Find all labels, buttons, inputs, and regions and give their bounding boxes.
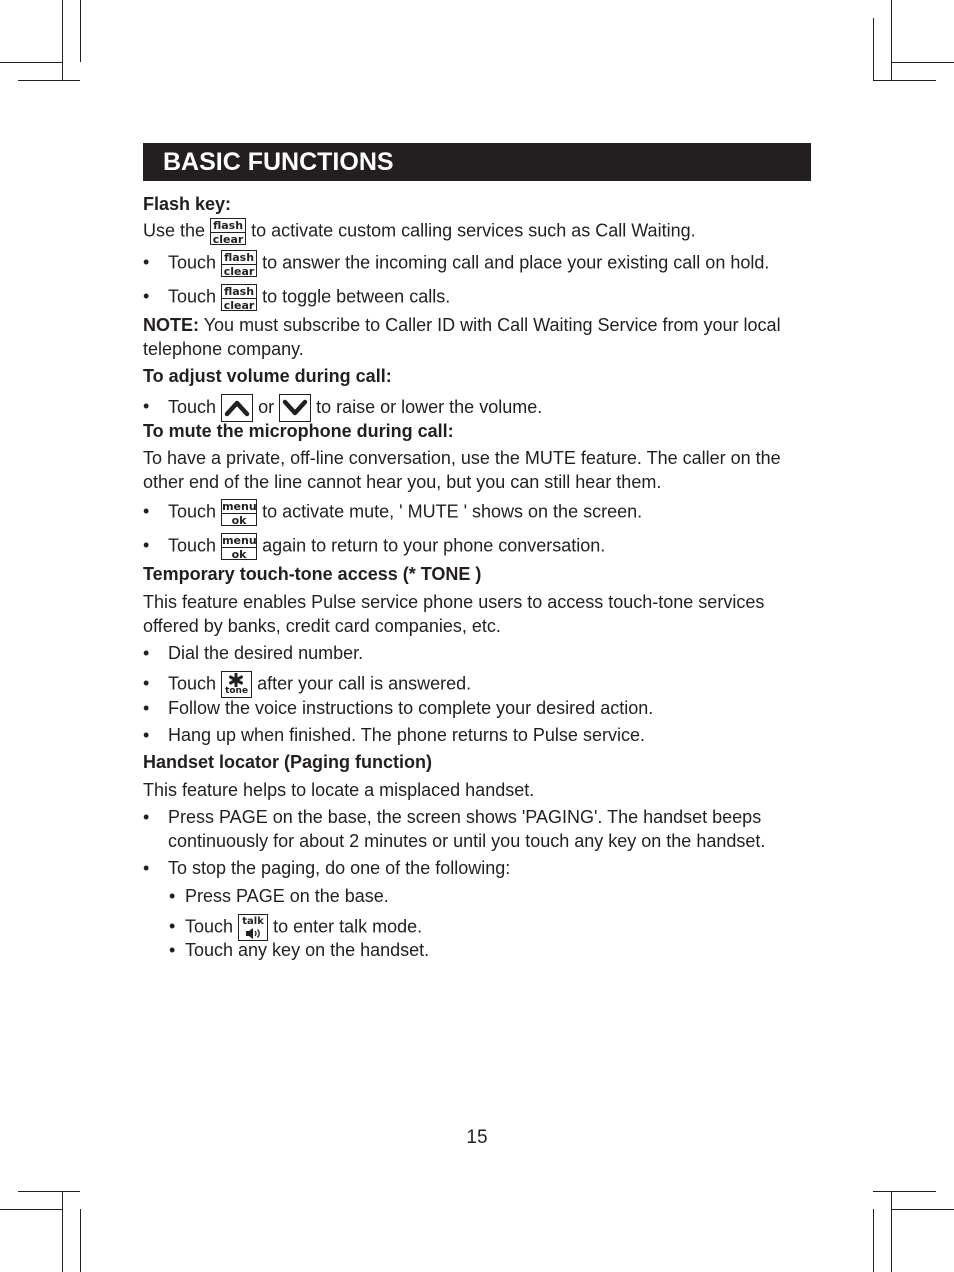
flash-key-bottom: clear — [212, 233, 244, 246]
menu-ok-key-icon — [221, 499, 257, 526]
list-item-text: to raise or lower the volume. — [316, 396, 543, 417]
crop-mark — [873, 18, 874, 80]
bullet: • — [143, 673, 150, 693]
list-item: To stop the paging, do one of the following: — [168, 858, 511, 878]
list-item — [168, 533, 605, 560]
list-item-text: Touch — [168, 501, 217, 522]
section-title: BASIC FUNCTIONS — [163, 148, 394, 176]
note-text: You must subscribe to Caller ID with Call Waiting Service from your local — [203, 315, 781, 335]
flash-key-top: flash — [211, 220, 245, 233]
bullet: • — [143, 725, 150, 745]
flash-key-top: flash — [222, 286, 256, 299]
crop-mark — [18, 80, 80, 81]
bullet: • — [143, 286, 150, 306]
bullet: • — [143, 535, 150, 555]
note-line: telephone company. — [143, 339, 304, 359]
mute-paragraph: other end of the line cannot hear you, but you can still hear them. — [143, 472, 662, 492]
crop-mark — [891, 62, 954, 63]
menu-ok-key-icon — [221, 533, 257, 560]
volume-down-icon — [279, 394, 311, 422]
list-item-text: again to return to your phone conversation. — [262, 535, 606, 556]
bullet: • — [143, 643, 150, 663]
sub-list-item — [185, 914, 422, 941]
bullet: • — [143, 501, 150, 521]
crop-mark — [891, 0, 892, 80]
list-item-text: Touch — [168, 673, 217, 694]
list-item: Press PAGE on the base, the screen shows 'PAGING'. The handset beeps — [168, 807, 762, 827]
page-number: 15 — [466, 1127, 488, 1148]
bullet: • — [143, 252, 150, 272]
list-item-text: Touch — [168, 286, 217, 307]
tone-key-label: tone — [225, 686, 249, 696]
crop-mark — [873, 80, 936, 81]
menu-key-top: menu — [222, 534, 257, 547]
crop-mark — [0, 1209, 62, 1210]
list-item-text: after your call is answered. — [257, 673, 472, 694]
crop-mark — [873, 1191, 936, 1192]
bullet: • — [169, 916, 176, 936]
paging-paragraph: This feature helps to locate a misplaced handset. — [143, 780, 535, 800]
list-item: continuously for about 2 minutes or until you touch any key on the handset. — [168, 831, 766, 851]
crop-mark — [80, 0, 81, 62]
list-item-text: or — [258, 396, 275, 417]
bullet: • — [143, 858, 150, 878]
talk-key-icon — [238, 914, 268, 941]
list-item-text: to activate mute, ' MUTE ' shows on the screen. — [262, 501, 643, 522]
crop-mark — [62, 0, 63, 80]
flash-intro — [143, 218, 696, 245]
talk-key-label: talk — [242, 916, 264, 927]
flash-key-top: flash — [222, 252, 256, 265]
menu-key-bottom: ok — [231, 548, 247, 561]
list-item-text: Touch — [185, 916, 234, 937]
crop-mark — [891, 1209, 954, 1210]
bullet: • — [143, 396, 150, 416]
crop-mark — [62, 1191, 63, 1272]
tone-paragraph: This feature enables Pulse service phone users to access touch-tone services — [143, 592, 765, 612]
list-item-text: to enter talk mode. — [273, 916, 423, 937]
flash-key-bottom: clear — [223, 299, 255, 312]
crop-mark — [80, 1209, 81, 1272]
tone-heading: Temporary touch-tone access (* TONE ) — [143, 564, 482, 584]
list-item — [168, 284, 450, 311]
list-item — [168, 499, 642, 526]
sub-list-item: Touch any key on the handset. — [185, 940, 430, 960]
list-item — [168, 394, 542, 422]
list-item-text: to toggle between calls. — [262, 286, 451, 307]
mute-heading: To mute the microphone during call: — [143, 421, 454, 441]
list-item: Dial the desired number. — [168, 643, 364, 663]
note-line — [143, 313, 781, 337]
star-tone-key-icon — [221, 671, 252, 698]
flash-heading: Flash key: — [143, 194, 232, 214]
list-item-text: Touch — [168, 252, 217, 273]
menu-key-top: menu — [222, 500, 257, 513]
list-item: Hang up when finished. The phone returns to Pulse service. — [168, 725, 645, 745]
crop-mark — [891, 1191, 892, 1272]
crop-mark — [873, 1209, 874, 1272]
bullet: • — [169, 940, 176, 960]
crop-mark — [18, 1191, 80, 1192]
flash-intro-text: Use the — [143, 220, 206, 241]
sub-list-item: Press PAGE on the base. — [185, 886, 389, 906]
volume-heading: To adjust volume during call: — [143, 366, 392, 386]
section-header — [143, 143, 811, 181]
flash-key-icon — [221, 250, 257, 277]
list-item: Follow the voice instructions to complete your desired action. — [168, 698, 654, 718]
mute-paragraph: To have a private, off-line conversation, use the MUTE feature. The caller on the — [143, 448, 781, 468]
list-item — [168, 250, 769, 277]
list-item — [168, 671, 471, 698]
list-item-text: Touch — [168, 535, 217, 556]
bullet: • — [143, 698, 150, 718]
menu-key-bottom: ok — [231, 514, 247, 527]
flash-intro-text: to activate custom calling services such as Call Waiting. — [251, 220, 696, 241]
bullet: • — [143, 807, 150, 827]
bullet: • — [169, 886, 176, 906]
flash-key-bottom: clear — [223, 265, 255, 278]
note-label: NOTE: — [143, 315, 199, 335]
crop-mark — [0, 62, 62, 63]
list-item-text: Touch — [168, 396, 217, 417]
flash-key-icon — [210, 218, 246, 245]
volume-up-icon — [221, 394, 253, 422]
tone-paragraph: offered by banks, credit card companies, etc. — [143, 616, 501, 636]
flash-key-icon — [221, 284, 257, 311]
list-item-text: to answer the incoming call and place your existing call on hold. — [262, 252, 770, 273]
paging-heading: Handset locator (Paging function) — [143, 752, 433, 772]
